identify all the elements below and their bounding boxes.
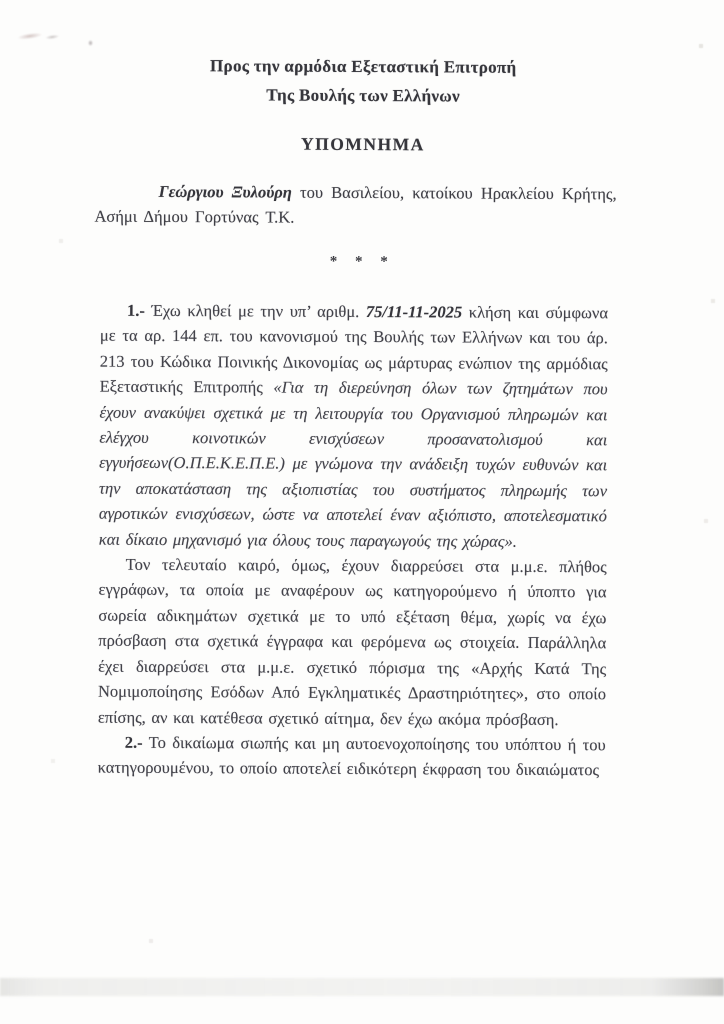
paragraph-1-text-b: κλήση και σύμφωνα με τα αρ. 144 επ. του κανονισμού της Βουλής των Ελλήνων και του άρ. 213 του Κώδικα Ποινικής Δικονομίας ως μάρτυρας ενώπιον της αρμόδιας Εξεταστικής Επιτροπής [99,302,609,397]
paragraph-2: Τον τελευταίο καιρό, όμως, έχουν διαρρεύσει στα μ.μ.ε. πλήθος εγγράφων, τα οποία με αναφέρουν ως κατηγορούμενο ή ύποπτο για σωρεία αδικημάτων σχετικά με το υπό εξέταση θέμα, χωρίς να έχω πρόσβαση στα σχετικά έγγραφα και φερόμενα ως στοιχεία. Παράλληλα έχει διαρρεύσει στα μ.μ.ε. σχετικό πόρισμα της «Αρχής Κατά Της Νομιμοποίησης Εσόδων Από Εγκληματικές Δραστηριότητες», στο οποίο επίσης, αν και κατέθεσα σχετικό αίτημα, δεν έχω ακόμα πρόσβαση. [97,554,607,729]
paragraph-1 [99,298,608,555]
paragraph-3-text: Το δικαίωμα σιωπής και μη αυτοενοχοποίησης του υπόπτου ή του κατηγορουμένου, το οποίο αποτελεί ειδικότερη έκφραση του δικαιώματος [97,732,606,780]
author-paragraph [94,180,616,232]
paragraph-1-text-a: Έχω κληθεί με την υπ’ αριθμ. [144,300,366,322]
section-separator: * * * [329,253,395,271]
committee-mandate-quote: «Για τη διερεύνηση όλων των ζητημάτων που έχουν ανακύψει σχετικά με τη λειτουργία του Οργανισμού πληρωμών και ελέγχου κοινοτικών ενισχύσεων προσανατολισμού και εγγυήσεων(Ο.Π.Ε.Κ.Ε.Π.Ε.) με γνώμονα την ανάδειξη τυχών ευθυνών και την αποκατάσταση της αξιοπιστίας του συστήματος πληρωμής των αγροτικών ενισχύσεων, ώστε να αποτελεί έναν αξιόπιστο, αποτελεσματικό και δίκαιο μηχανισμό για όλους τους παραγωγούς της χώρας». [98,377,608,551]
author-details: του Βασιλείου, κατοίκου Ηρακλείου Κρήτης, Ασήμι Δήμου Γορτύνας Τ.Κ. [94,182,617,227]
recipient-block [1,0,724,112]
summons-reference: 75/11-11-2025 [365,302,463,322]
scan-shadow-band [0,978,724,996]
paragraph-1-number: 1.- [126,300,145,320]
body-column [98,298,609,783]
author-name: Γεώργιου Ξυλούρη [158,181,292,202]
paragraph-3-number: 2.- [124,732,143,752]
recipient-line-1: Προς την αρμόδια Εξεταστική Επιτροπή [210,56,517,77]
document-title: ΥΠΟΜΝΗΜΑ [300,133,425,155]
paragraph-3 [98,730,606,783]
recipient-line-2: Της Βουλής των Ελλήνων [266,85,461,106]
